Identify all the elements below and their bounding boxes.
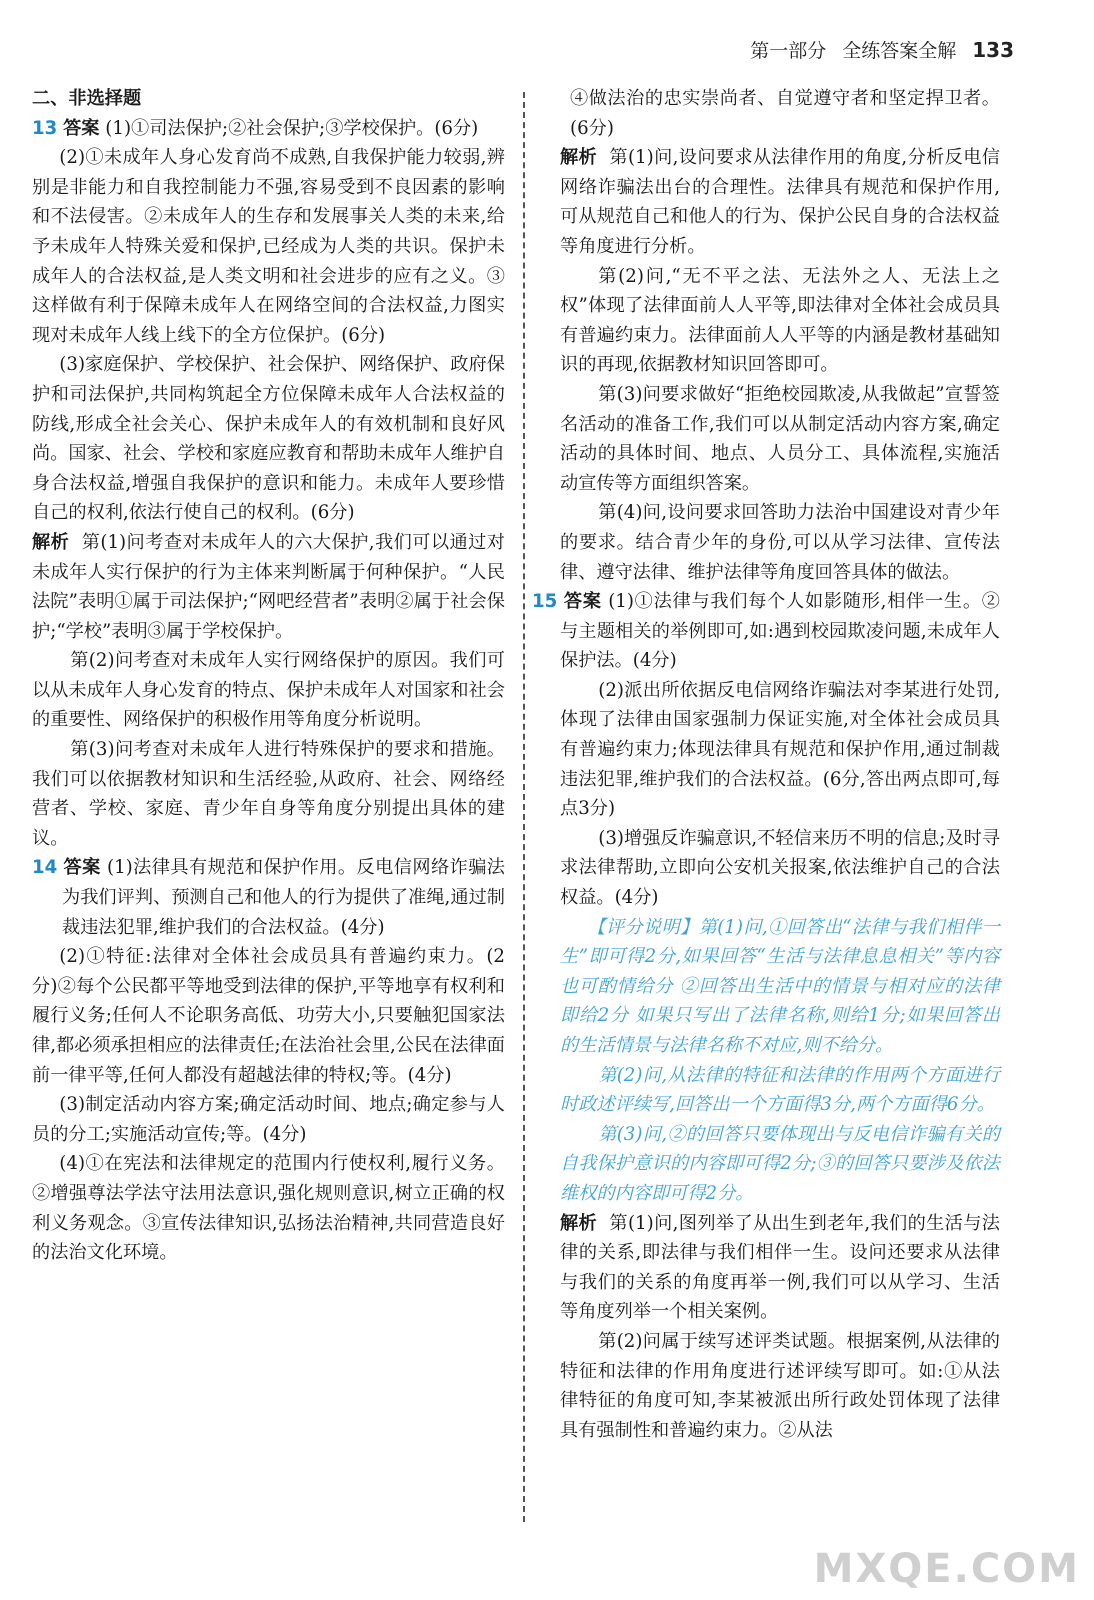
column-divider (523, 92, 525, 1522)
scoring-note-1: 【评分说明】第(1)问,①回答出“法律与我们相伴一生”即可得2分,如果回答“生活与法律息息相关”等内容也可酌情给分 ②回答出生活中的情景与相对应的法律即给2分 如果只写出了法律名称,则给1分;如果回答出的生活情景与法律名称不对应,则不给分。 (560, 916, 1000, 1056)
q13-answer-2: (2)①未成年人身心发育尚不成熟,自我保护能力较弱,辨别是非能力和自我控制能力不强,容易受到不良因素的影响和不法侵害。②未成年人的生存和发展事关人类的未来,给予未成年人特殊关爱和保护,已经成为人类的共识。保护未成年人的合法权益,是人类文明和社会进步的应有之义。③这样做有利于保障未成年人在网络空间的合法权益,力图实现对未成年人线上线下的全方位保护。(6分) (32, 147, 505, 346)
q14-answer-3: (3)制定活动内容方案;确定活动时间、地点;确定参与人员的分工;实施活动宣传;等。(4分) (32, 1094, 505, 1145)
q15-answer-1 (532, 587, 1000, 676)
q15-answer-3: (3)增强反诈骗意识,不轻信来历不明的信息;及时寻求法律帮助,立即向公安机关报案,依法维护自己的合法权益。(4分) (560, 827, 1000, 909)
header-section: 第一部分 (750, 40, 827, 62)
q14-a1-text: (1)法律具有规范和保护作用。反电信网络诈骗法为我们评判、预测自己和他人的行为提供了准绳,通过制裁违法犯罪,维护我们的合法权益。(4分) (62, 857, 505, 938)
q13-answer-label: 答案 (63, 117, 100, 139)
q15-number: 15 (532, 591, 558, 613)
q15-answer-2: (2)派出所依据反电信网络诈骗法对李某进行处罚,体现了法律由国家强制力保证实施,对全体社会成员具有普遍约束力;体现法律具有规范和保护作用,通过制裁违法犯罪,维护我们的合法权益。(6分,答出两点即可,每点3分) (560, 679, 1000, 820)
q13-answer-3: (3)家庭保护、学校保护、社会保护、网络保护、政府保护和司法保护,共同构筑起全方位保障未成年人合法权益的防线,形成全社会关心、保护未成年人的有效机制和良好风尚。国家、社会、学校和家庭应教育和帮助未成年人维护自身合法权益,增强自我保护的意识和能力。未成年人要珍惜自己的权利,依法行使自己的权利。(6分) (32, 354, 505, 524)
q13-analysis-1 (32, 528, 505, 646)
q14-answer-4-cont: ④做法治的忠实崇尚者、自觉遵守者和坚定捍卫者。(6分) (570, 88, 1000, 139)
q15-answer-label: 答案 (563, 591, 602, 613)
page-header (750, 36, 1014, 63)
page-number: 133 (972, 38, 1014, 62)
q14-analysis-2: 第(2)问,“无不平之法、无法外之人、无法上之权”体现了法律面前人人平等,即法律对全体社会成员具有普遍约束力。法律面前人人平等的内涵是教材基础知识的再现,依据教材知识回答即可。 (560, 265, 1000, 376)
q15-analysis-1 (560, 1209, 1000, 1327)
q13-analysis-label: 解析 (32, 531, 70, 553)
q14-answer-1 (32, 853, 505, 942)
q13-answer-1 (32, 114, 505, 144)
q15-jx1-text: 第(1)问,图列举了从出生到老年,我们的生活与法律的关系,即法律与我们相伴一生。设问还要求从法律与我们的关系的角度再举一例,我们可以从学习、生活等角度列举一个相关案例。 (560, 1212, 1000, 1323)
q13-jx1-text: 第(1)问考查对未成年人的六大保护,我们可以通过对未成年人实行保护的行为主体来判断属于何种保护。“人民法院”表明①属于司法保护;“网吧经营者”表明②属于社会保护;“学校”表明③属于学校保护。 (32, 531, 505, 642)
watermark-logo: MXQE.COM (813, 1546, 1080, 1592)
q14-analysis-label: 解析 (560, 147, 598, 169)
q15-a1-text: (1)①法律与我们每个人如影随形,相伴一生。②与主题相关的举例即可,如:遇到校园欺凌问题,未成年人保护法。(4分) (560, 591, 1000, 672)
q13-number: 13 (32, 117, 58, 139)
q14-analysis-1 (560, 143, 1000, 261)
q14-answer-label: 答案 (63, 857, 101, 879)
scoring-note-3: 第(3)问,②的回答只要体现出与反电信诈骗有关的自我保护意识的内容即可得2分;③的回答只要涉及依法维权的内容即可得2分。 (560, 1123, 1000, 1204)
q14-number: 14 (32, 857, 58, 879)
right-column (532, 84, 1000, 1445)
q13-a1-text: (1)①司法保护;②社会保护;③学校保护。(6分) (105, 117, 479, 139)
section-title: 二、非选择题 (32, 88, 142, 109)
q14-jx1-text: 第(1)问,设问要求从法律作用的角度,分析反电信网络诈骗法出台的合理性。法律具有规范和保护作用,可从规范自己和他人的行为、保护公民自身的合法权益等角度进行分析。 (560, 147, 1000, 257)
q14-analysis-3: 第(3)问要求做好“拒绝校园欺凌,从我做起”宣誓签名活动的准备工作,我们可以从制定活动内容方案,确定活动的具体时间、地点、人员分工、具体流程,实施活动宣传等方面组织答案。 (560, 383, 1000, 494)
header-subtitle: 全练答案全解 (842, 40, 957, 62)
q14-analysis-4: 第(4)问,设问要求回答助力法治中国建设对青少年的要求。结合青少年的身份,可以从学习法律、宣传法律、遵守法律、维护法律等角度回答具体的做法。 (560, 502, 1000, 583)
q13-analysis-2: 第(2)问考查对未成年人实行网络保护的原因。我们可以从未成年人身心发育的特点、保护未成年人对国家和社会的重要性、网络保护的积极作用等角度分析说明。 (32, 650, 505, 731)
scoring-note-2: 第(2)问,从法律的特征和法律的作用两个方面进行时政述评续写,回答出一个方面得3分,两个方面得6分。 (560, 1064, 1000, 1116)
q13-analysis-3: 第(3)问考查对未成年人进行特殊保护的要求和措施。我们可以依据教材知识和生活经验,从政府、社会、网络经营者、学校、家庭、青少年自身等角度分别提出具体的建议。 (32, 739, 505, 849)
q15-analysis-2: 第(2)问属于续写述评类试题。根据案例,从法律的特征和法律的作用角度进行述评续写即可。如:①从法律特征的角度可知,李某被派出所行政处罚体现了法律具有强制性和普遍约束力。②从法 (560, 1330, 1000, 1441)
q14-answer-2: (2)①特征:法律对全体社会成员具有普遍约束力。(2分)②每个公民都平等地受到法律的保护,平等地享有权利和履行义务;任何人不论职务高低、功劳大小,只要触犯国家法律,都必须承担相应的法律责任;在法治社会里,公民在法律面前一律平等,任何人都没有超越法律的特权;等。(4分) (32, 946, 505, 1086)
q14-answer-4: (4)①在宪法和法律规定的范围内行使权利,履行义务。②增强尊法学法守法用法意识,强化规则意识,树立正确的权利义务观念。③宣传法律知识,弘扬法治精神,共同营造良好的法治文化环境。 (32, 1153, 505, 1264)
q15-analysis-label: 解析 (560, 1212, 598, 1234)
left-column (32, 84, 505, 1268)
